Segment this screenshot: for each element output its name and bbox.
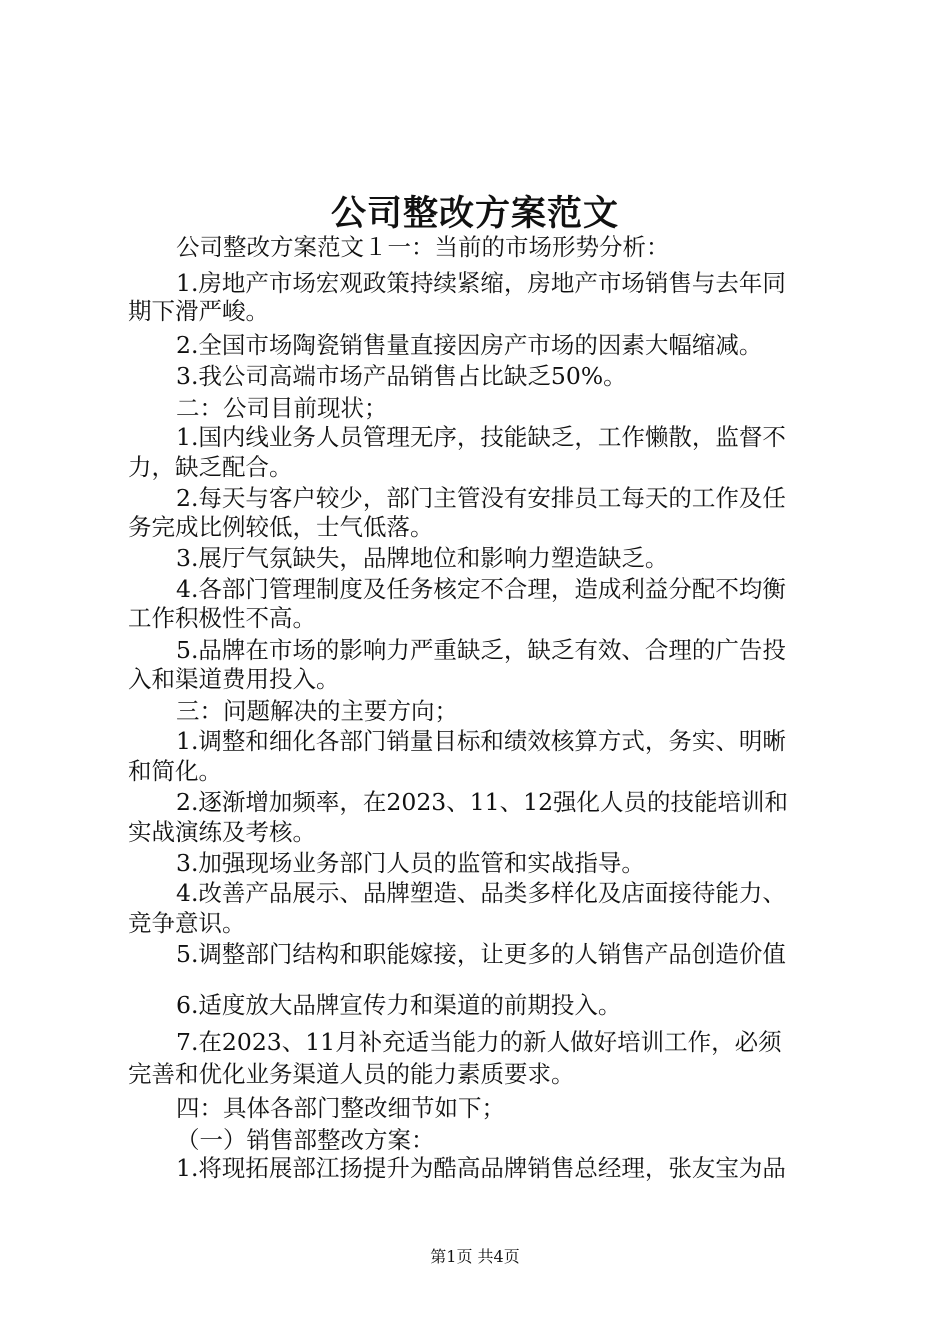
text-line: 公司整改方案范文１一：当前的市场形势分析： bbox=[176, 233, 670, 261]
text-line: 3.加强现场业务部门人员的监管和实战指导。 bbox=[176, 849, 645, 877]
text-line: 竞争意识。 bbox=[128, 909, 246, 937]
text-line: 和简化。 bbox=[128, 757, 222, 785]
text-line: 入和渠道费用投入。 bbox=[128, 665, 340, 693]
text-line: 1.将现拓展部江扬提升为酷高品牌销售总经理，张友宝为品 bbox=[176, 1154, 786, 1182]
text-line: 力，缺乏配合。 bbox=[128, 453, 293, 481]
text-line: 1.国内线业务人员管理无序，技能缺乏，工作懒散，监督不 bbox=[176, 423, 786, 451]
text-line: 四：具体各部门整改细节如下； bbox=[176, 1094, 505, 1122]
text-line: 2.全国市场陶瓷销售量直接因房产市场的因素大幅缩减。 bbox=[176, 331, 763, 359]
text-line: 二：公司目前现状； bbox=[176, 394, 388, 422]
text-line: 2.逐渐增加频率，在2023、11、12强化人员的技能培训和 bbox=[176, 788, 789, 816]
text-line: 4.改善产品展示、品牌塑造、品类多样化及店面接待能力、 bbox=[176, 879, 786, 907]
text-line: 6.适度放大品牌宣传力和渠道的前期投入。 bbox=[176, 991, 622, 1019]
text-line: 5.调整部门结构和职能嫁接，让更多的人销售产品创造价值 bbox=[176, 940, 786, 968]
text-line: 5.品牌在市场的影响力严重缺乏，缺乏有效、合理的广告投 bbox=[176, 636, 786, 664]
text-line: 实战演练及考核。 bbox=[128, 818, 316, 846]
text-line: 4.各部门管理制度及任务核定不合理，造成利益分配不均衡 bbox=[176, 575, 786, 603]
text-line: 2.每天与客户较少，部门主管没有安排员工每天的工作及任 bbox=[176, 484, 786, 512]
text-line: 7.在2023、11月补充适当能力的新人做好培训工作，必须 bbox=[176, 1028, 782, 1056]
text-line: 期下滑严峻。 bbox=[128, 297, 269, 325]
text-line: （一）销售部整改方案： bbox=[176, 1126, 435, 1154]
page-footer: 第1页 共4页 bbox=[430, 1247, 520, 1266]
document-title: 公司整改方案范文 bbox=[330, 193, 619, 234]
text-line: 1.调整和细化各部门销量目标和绩效核算方式，务实、明晰 bbox=[176, 727, 786, 755]
text-line: 3.展厅气氛缺失，品牌地位和影响力塑造缺乏。 bbox=[176, 544, 669, 572]
text-line: 3.我公司高端市场产品销售占比缺乏50%。 bbox=[176, 362, 627, 390]
text-line: 1.房地产市场宏观政策持续紧缩，房地产市场销售与去年同 bbox=[176, 269, 786, 297]
text-line: 工作积极性不高。 bbox=[128, 604, 316, 632]
text-line: 务完成比例较低，士气低落。 bbox=[128, 513, 434, 541]
text-line: 三：问题解决的主要方向； bbox=[176, 697, 458, 725]
text-line: 完善和优化业务渠道人员的能力素质要求。 bbox=[128, 1060, 575, 1088]
